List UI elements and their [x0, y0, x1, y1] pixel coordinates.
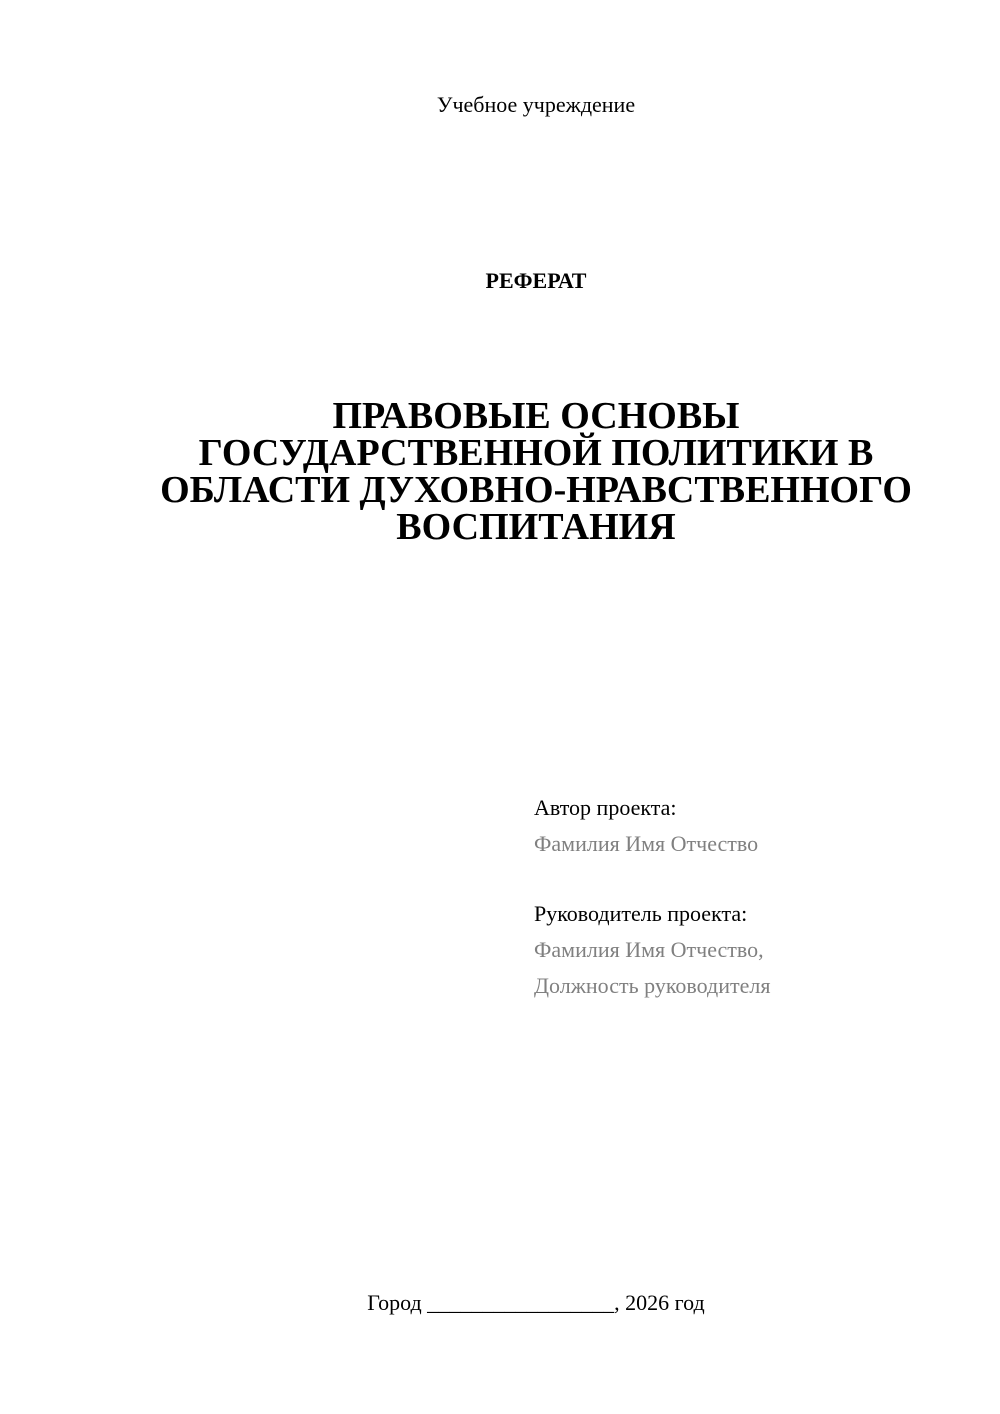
title-line: ГОСУДАРСТВЕННОЙ ПОЛИТИКИ В	[198, 432, 874, 474]
author-name: Фамилия Имя Отчество	[534, 831, 759, 856]
city-year-line: Город _________________, 2026 год	[367, 1290, 705, 1315]
institution-name: Учебное учреждение	[436, 92, 636, 117]
supervisor-position: Должность руководителя	[534, 973, 771, 998]
document-type: РЕФЕРАТ	[485, 268, 587, 293]
title-line: ВОСПИТАНИЯ	[396, 506, 676, 548]
author-label: Автор проекта:	[534, 795, 677, 820]
supervisor-label: Руководитель проекта:	[534, 901, 748, 926]
title-line: ОБЛАСТИ ДУХОВНО-НРАВСТВЕННОГО	[160, 469, 912, 511]
document-title	[36, 395, 1000, 548]
project-people	[534, 790, 974, 1004]
supervisor-name: Фамилия Имя Отчество,	[534, 937, 764, 962]
spacer	[534, 862, 974, 896]
title-line: ПРАВОВЫЕ ОСНОВЫ	[332, 395, 740, 437]
